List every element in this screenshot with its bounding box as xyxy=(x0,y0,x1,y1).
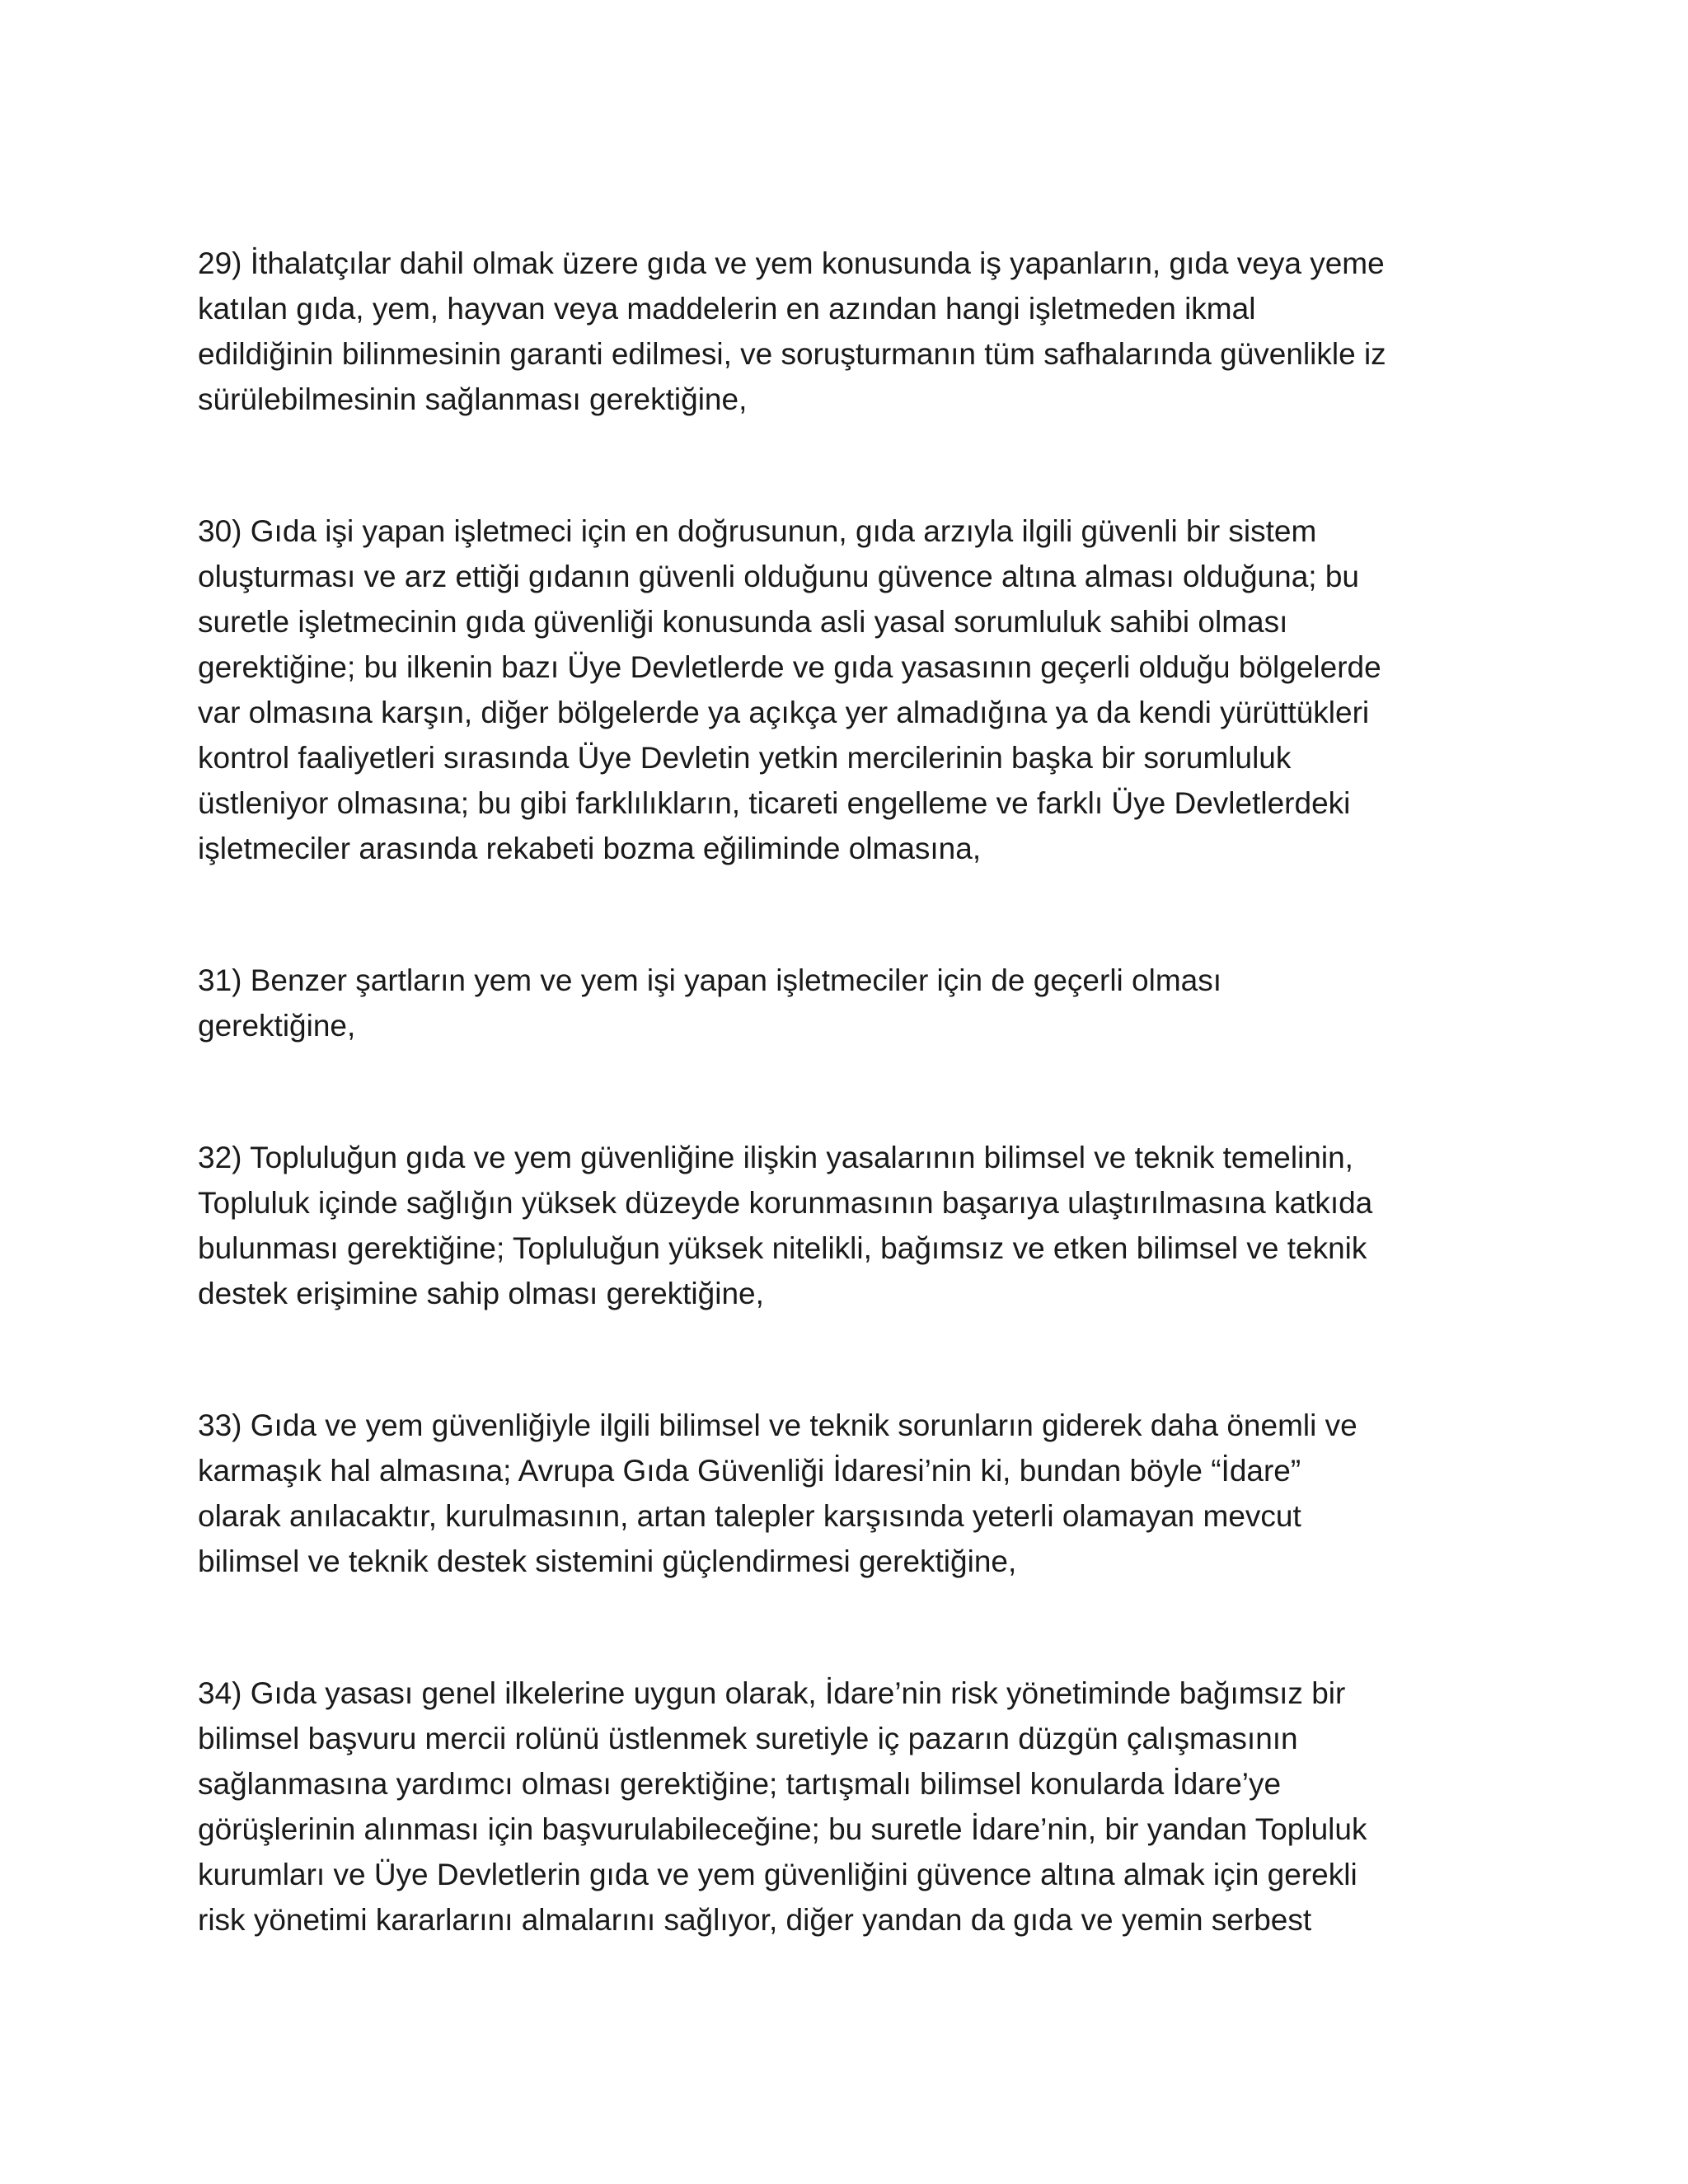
text-line: sürülebilmesinin sağlanması gerektiğine, xyxy=(198,382,748,416)
paragraph-34 xyxy=(198,1671,1508,1943)
text-line: 34) Gıda yasası genel ilkelerine uygun olarak, İdare’nin risk yönetiminde bağımsız bir xyxy=(198,1676,1346,1710)
paragraph-31 xyxy=(198,958,1508,1048)
text-line: karmaşık hal almasına; Avrupa Gıda Güvenliği İdaresi’nin ki, bundan böyle “İdare” xyxy=(198,1454,1301,1488)
text-line: 32) Topluluğun gıda ve yem güvenliğine ilişkin yasalarının bilimsel ve teknik temelinin, xyxy=(198,1141,1353,1174)
text-line: risk yönetimi kararlarını almalarını sağlıyor, diğer yandan da gıda ve yemin serbest xyxy=(198,1903,1312,1937)
text-line: 29) İthalatçılar dahil olmak üzere gıda ve yem konusunda iş yapanların, gıda veya yeme xyxy=(198,246,1385,280)
text-line: üstleniyor olmasına; bu gibi farklılıkların, ticareti engelleme ve farklı Üye Devletlerdeki xyxy=(198,786,1351,820)
text-line: olarak anılacaktır, kurulmasının, artan talepler karşısında yeterli olamayan mevcut xyxy=(198,1499,1301,1533)
text-line: bilimsel ve teknik destek sistemini güçlendirmesi gerektiğine, xyxy=(198,1544,1017,1578)
paragraph-33 xyxy=(198,1403,1508,1584)
text-line: bilimsel başvuru mercii rolünü üstlenmek suretiyle iç pazarın düzgün çalışmasının xyxy=(198,1722,1298,1755)
paragraph-32 xyxy=(198,1135,1508,1316)
text-line: gerektiğine; bu ilkenin bazı Üye Devletlerde ve gıda yasasının geçerli olduğu bölgelerde xyxy=(198,650,1381,684)
text-line: oluşturması ve arz ettiği gıdanın güvenli olduğunu güvence altına alması olduğuna; bu xyxy=(198,560,1359,593)
paragraph-30 xyxy=(198,509,1508,871)
text-line: 31) Benzer şartların yem ve yem işi yapan işletmeciler için de geçerli olması xyxy=(198,963,1222,997)
text-line: 30) Gıda işi yapan işletmeci için en doğrusunun, gıda arzıyla ilgili güvenli bir sistem xyxy=(198,514,1317,548)
text-line: 33) Gıda ve yem güvenliğiyle ilgili bilimsel ve teknik sorunların giderek daha önemli ve xyxy=(198,1408,1357,1442)
text-line: görüşlerinin alınması için başvurulabileceğine; bu suretle İdare’nin, bir yandan Topluluk xyxy=(198,1812,1367,1846)
text-line: suretle işletmecinin gıda güvenliği konusunda asli yasal sorumluluk sahibi olması xyxy=(198,605,1288,639)
text-line: Topluluk içinde sağlığın yüksek düzeyde korunmasının başarıya ulaştırılmasına katkıda xyxy=(198,1186,1373,1220)
text-line: var olmasına karşın, diğer bölgelerde ya açıkça yer almadığına ya da kendi yürüttükleri xyxy=(198,696,1370,729)
text-line: katılan gıda, yem, hayvan veya maddelerin en azından hangi işletmeden ikmal xyxy=(198,292,1256,326)
text-line: bulunması gerektiğine; Topluluğun yüksek nitelikli, bağımsız ve etken bilimsel ve teknik xyxy=(198,1231,1367,1265)
text-line: sağlanmasına yardımcı olması gerektiğine; tartışmalı bilimsel konularda İdare’ye xyxy=(198,1767,1282,1801)
text-line: kurumları ve Üye Devletlerin gıda ve yem güvenliğini güvence altına almak için gerekli xyxy=(198,1858,1357,1891)
text-line: işletmeciler arasında rekabeti bozma eğiliminde olmasına, xyxy=(198,832,982,865)
text-line: destek erişimine sahip olması gerektiğine, xyxy=(198,1277,764,1310)
text-line: kontrol faaliyetleri sırasında Üye Devletin yetkin mercilerinin başka bir sorumluluk xyxy=(198,741,1292,775)
text-line: edildiğinin bilinmesinin garanti edilmesi, ve soruşturmanın tüm safhalarında güvenlikle iz xyxy=(198,337,1386,371)
text-line: gerektiğine, xyxy=(198,1009,356,1043)
document-body xyxy=(198,241,1508,1943)
paragraph-29 xyxy=(198,241,1508,422)
